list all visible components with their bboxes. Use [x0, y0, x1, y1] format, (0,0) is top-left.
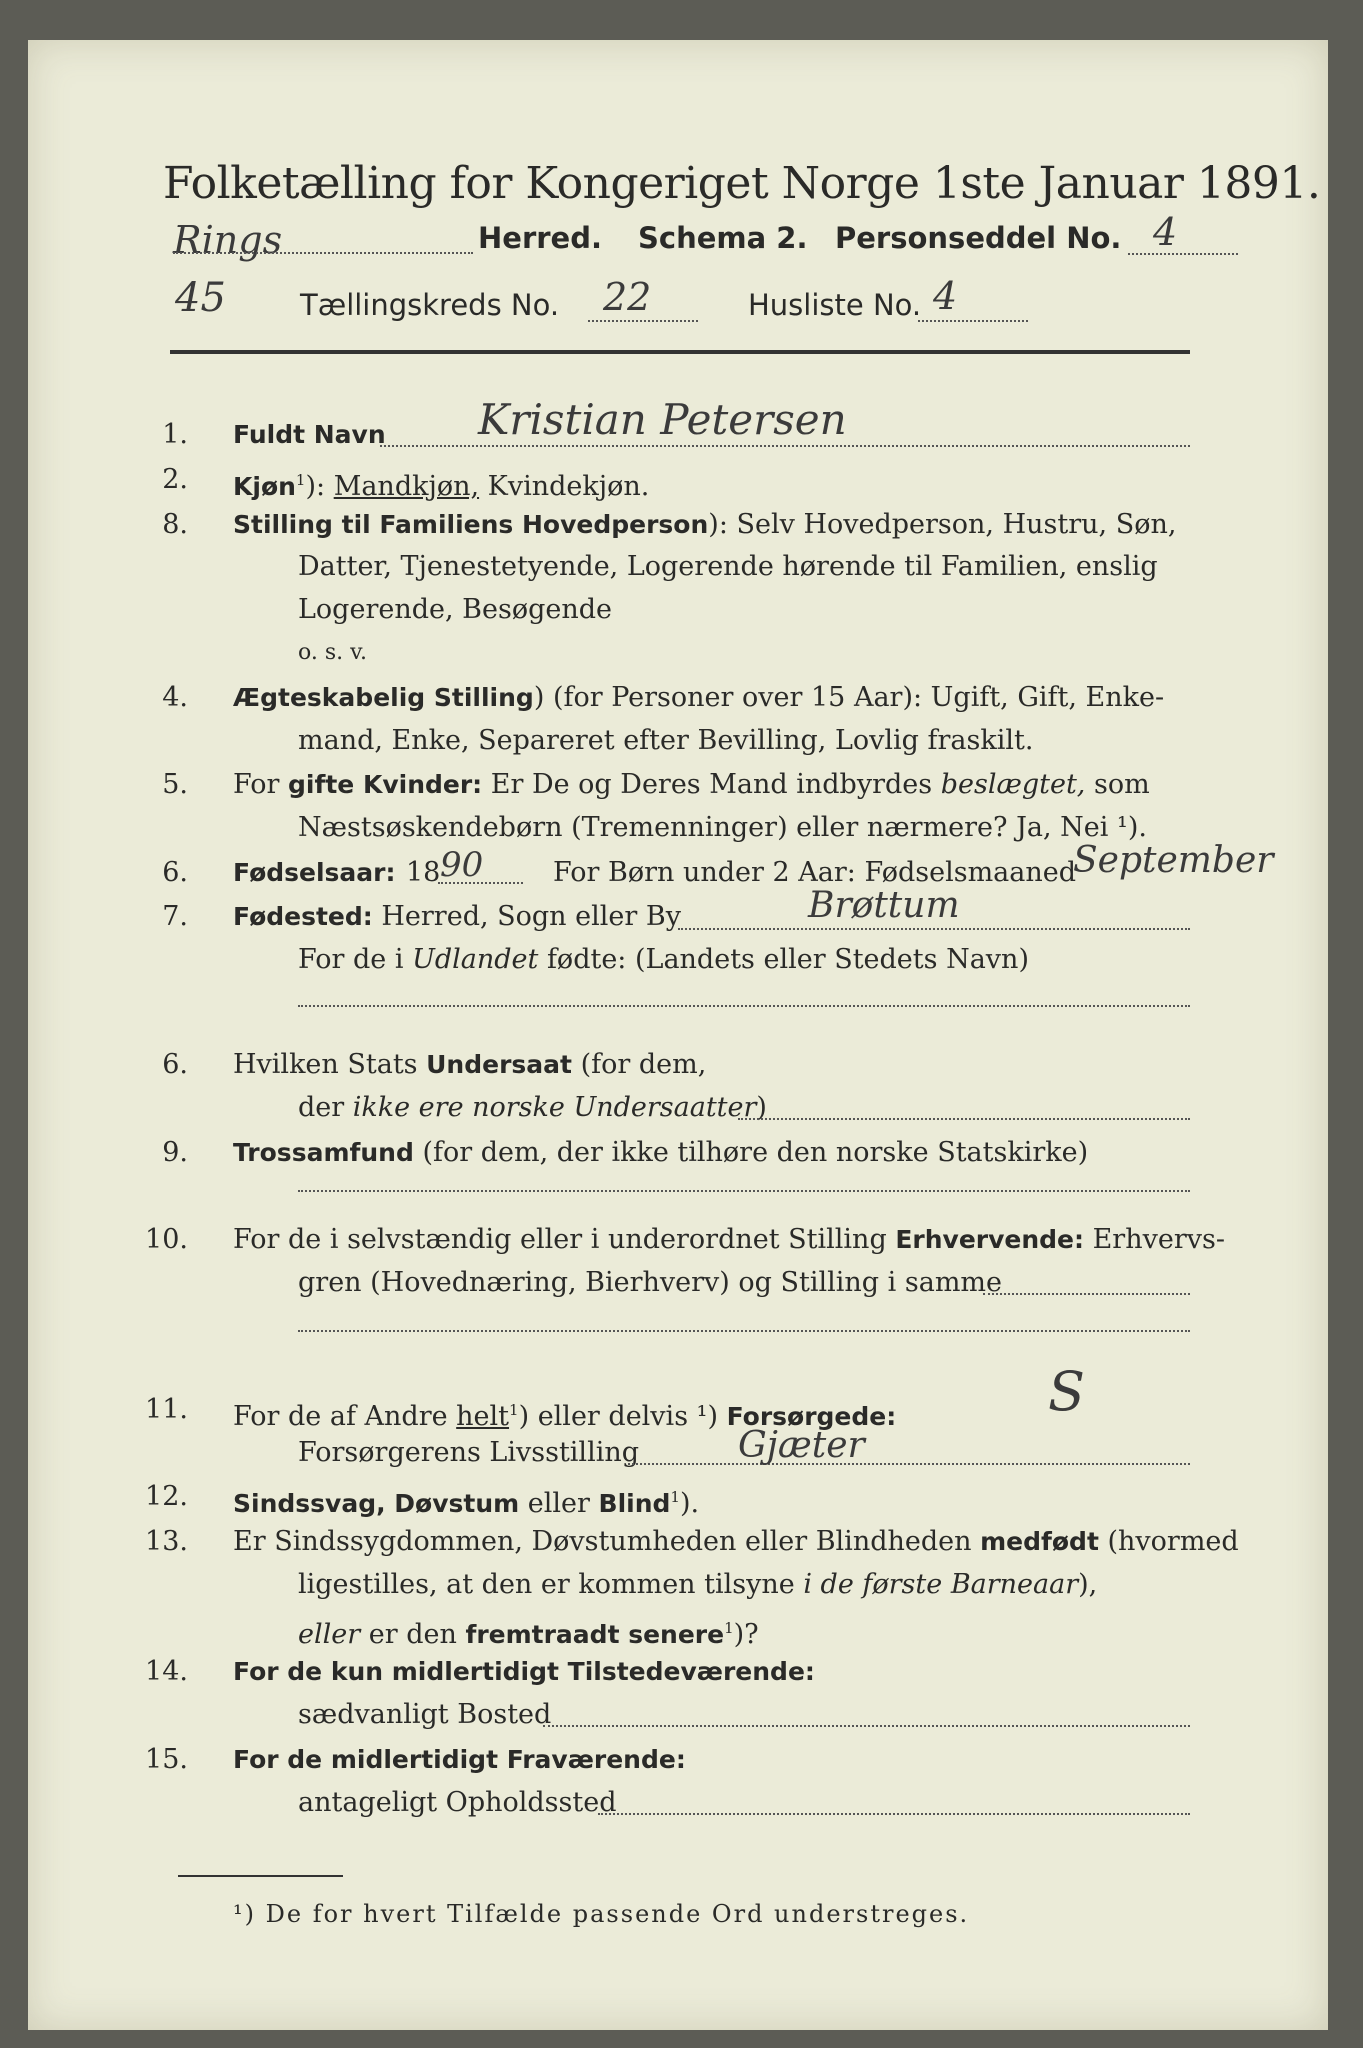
q15-label: For de midlertidigt Fraværende:: [233, 1745, 686, 1774]
q8-line2: [298, 1093, 767, 1123]
q10-line1: [233, 1225, 1225, 1255]
q6-born-label: For Børn under 2 Aar: Fødselsmaaned: [553, 857, 1077, 888]
q13-line1-pre: Er Sindssygdommen, Døvstumheden eller Blindheden: [233, 1526, 981, 1557]
q4-label: Ægteskabelig Stilling: [233, 683, 534, 712]
q8-line2-pre: der: [298, 1092, 353, 1123]
q10-label: Erhvervende:: [895, 1225, 1085, 1254]
q3-number: 8.: [162, 509, 188, 540]
q9-label: Trossamfund: [233, 1138, 414, 1167]
q8-line1: [233, 1050, 706, 1080]
q10-line1-rest: Erhvervs-: [1084, 1224, 1225, 1255]
q11-helt: helt: [456, 1401, 510, 1432]
q8-line1-pre: Hvilken Stats: [233, 1049, 427, 1080]
q6-year-value: 90: [440, 845, 484, 885]
q13-line2-post: ),: [1078, 1569, 1098, 1600]
personseddel-dots: [1128, 253, 1238, 255]
q15-number: 15.: [145, 1744, 188, 1775]
q8-label: Undersaat: [426, 1050, 572, 1079]
personseddel-label: Personseddel No.: [835, 221, 1122, 255]
q6-year-prefix: 18: [406, 857, 441, 888]
q14-dots: [543, 1725, 1190, 1727]
q11-line2: Forsørgerens Livsstilling: [298, 1437, 640, 1468]
personseddel-value: 4: [1153, 210, 1178, 254]
q8-line2-it: ikke ere norske Undersaatter: [352, 1092, 757, 1123]
q14-label: For de kun midlertidigt Tilstedeværende:: [233, 1657, 815, 1686]
q13-medfoedt: medfødt: [980, 1527, 1099, 1556]
q7-number: 7.: [162, 901, 188, 932]
footnote: ¹) De for hvert Tilfælde passende Ord understreges.: [233, 1900, 970, 1928]
q3-line2: Datter, Tjenestetyende, Logerende hørende til Familien, enslig: [298, 551, 1158, 582]
q11-number: 11.: [145, 1394, 188, 1425]
kreds-dots: [588, 320, 698, 322]
q2-label: Kjøn: [233, 472, 296, 501]
q5-label-pre: For: [233, 769, 289, 800]
q2-option-kvindekjon: Kvindekjøn.: [479, 471, 650, 502]
q12-rest: ).: [679, 1488, 700, 1519]
margin-number: 45: [175, 275, 226, 321]
q10-line1-pre: For de i selvstændig eller i underordnet Stilling: [233, 1224, 896, 1255]
q4-line1-rest: ) (for Personer over 15 Aar): Ugift, Gift, Enke-: [533, 682, 1165, 713]
q7-line2-rest: fødte: (Landets eller Stedets Navn): [538, 944, 1029, 975]
q8-dots: [738, 1118, 1190, 1120]
q11-line1: For de af Andre helt$^1$) eller delvis ¹) Forsørgede:: [233, 1401, 897, 1432]
q9-line1: [233, 1138, 1088, 1168]
q13-line2-it: i de første Barneaar: [803, 1569, 1079, 1600]
q4-number: 4.: [162, 682, 188, 713]
husliste-dots: [918, 320, 1028, 322]
q13-line1-rest: (hvormed: [1098, 1526, 1239, 1557]
q8-line2-post: ): [756, 1092, 767, 1123]
q8-line1-rest: (for dem,: [571, 1049, 707, 1080]
q7-dots: [678, 928, 1190, 930]
q11-dots: [628, 1463, 1190, 1465]
q12-mid: eller: [519, 1488, 599, 1519]
q7-line2: [298, 945, 1029, 975]
herred-label: Herred.: [478, 221, 602, 255]
q5-line1-rest: Er De og Deres Mand indbyrdes: [482, 769, 941, 800]
q6-month-value: September: [1073, 840, 1274, 881]
q1-dots: [380, 445, 1190, 447]
q5-label: gifte Kvinder:: [288, 770, 483, 799]
herred-value: Rings: [173, 218, 283, 262]
q6-label: Fødselsaar:: [233, 858, 396, 887]
q6-year-dots: [438, 882, 523, 884]
census-form-sheet: [28, 40, 1328, 2030]
header-rule: [170, 350, 1190, 354]
q11-mark: S: [1048, 1360, 1085, 1423]
q5-line2: Næstsøskendebørn (Tremenninger) eller nærmere? Ja, Nei ¹).: [298, 812, 1147, 843]
q7-line2-pre: For de i: [298, 944, 413, 975]
q14-line2: sædvanligt Bosted: [298, 1699, 552, 1730]
q10-dots: [983, 1293, 1190, 1295]
q4-line2: mand, Enke, Separeret efter Bevilling, Lovlig fraskilt.: [298, 725, 1034, 756]
q1-label: Fuldt Navn: [233, 420, 386, 449]
q9-rest: (for dem, der ikke tilhøre den norske Statskirke): [413, 1137, 1089, 1168]
q11-line1-mid: ) eller delvis ¹): [518, 1401, 727, 1432]
q6-number: 6.: [162, 857, 188, 888]
husliste-label: Husliste No.: [748, 288, 922, 322]
q13-line2-pre: ligestilles, at den er kommen tilsyne: [298, 1569, 804, 1600]
q13-line3-post: )?: [733, 1619, 759, 1650]
q7-udlandet: Udlandet: [412, 944, 539, 975]
q7-line1: [233, 902, 681, 932]
q15-dots: [598, 1813, 1190, 1815]
q12-number: 12.: [145, 1481, 188, 1512]
q5-line1: [233, 770, 1150, 800]
q7-blank-line: [298, 1005, 1190, 1007]
q11-label: Forsørgede:: [726, 1402, 897, 1431]
q4-line1: [233, 683, 1164, 713]
q3-line4: o. s. v.: [298, 640, 367, 665]
q13-number: 13.: [145, 1526, 188, 1557]
q14-number: 14.: [145, 1656, 188, 1687]
q11-value: Gjæter: [738, 1425, 865, 1466]
q2-sup: 1: [295, 471, 306, 489]
q13-line2: [298, 1570, 1097, 1600]
q3-line1: [233, 510, 1176, 540]
q12-label: Sindssvag, Døvstum: [233, 1489, 520, 1518]
q5-number: 5.: [162, 769, 188, 800]
q13-line3-mid: er den: [360, 1619, 466, 1650]
q7-options: Herred, Sogn eller By: [381, 901, 681, 932]
q2-line: [233, 465, 649, 502]
q1-value: Kristian Petersen: [478, 395, 847, 444]
q8-number: 6.: [162, 1049, 188, 1080]
q5-som: som: [1085, 769, 1150, 800]
q13-fremtraadt: fremtraadt senere: [465, 1620, 725, 1649]
q2-number: 2.: [162, 464, 188, 495]
q9-number: 9.: [162, 1137, 188, 1168]
kreds-label: Tællingskreds No.: [300, 288, 560, 322]
q5-beslaegtet: beslægtet,: [940, 769, 1086, 800]
husliste-value: 4: [933, 274, 958, 318]
q9-blank-line: [298, 1190, 1190, 1192]
herred-dots: [173, 252, 473, 254]
schema-label: Schema 2.: [638, 221, 808, 255]
q3-line1-rest: ): Selv Hovedperson, Hustru, Søn,: [708, 509, 1177, 540]
kreds-value: 22: [603, 275, 652, 319]
q7-value: Brøttum: [808, 885, 960, 926]
q13-line3: eller er den fremtraadt senere$^1$)?: [298, 1619, 759, 1650]
footnote-rule: [178, 1875, 343, 1877]
q12-label2: Blind: [598, 1489, 671, 1518]
q3-line3: Logerende, Besøgende: [298, 594, 612, 625]
q3-label: Stilling til Familiens Hovedperson: [233, 510, 709, 539]
q13-line1: [233, 1527, 1239, 1557]
form-title: Folketælling for Kongeriget Norge 1ste Januar 1891.: [163, 158, 1321, 209]
q13-line3-it: eller: [298, 1619, 361, 1650]
q11-line1-pre: For de af Andre: [233, 1401, 457, 1432]
q15-line2: antageligt Opholdssted: [298, 1787, 617, 1818]
q10-number: 10.: [145, 1224, 188, 1255]
q7-label: Fødested:: [233, 902, 373, 931]
q10-line2: gren (Hovednæring, Bierhverv) og Stilling i samme: [298, 1267, 1003, 1298]
q10-blank-line: [298, 1330, 1190, 1332]
q2-option-mandkjon: Mandkjøn,: [333, 471, 480, 502]
q2-text: ):: [305, 471, 334, 502]
q12-line1: Sindssvag, Døvstum eller Blind$^1$).: [233, 1488, 700, 1519]
q1-number: 1.: [162, 419, 188, 450]
